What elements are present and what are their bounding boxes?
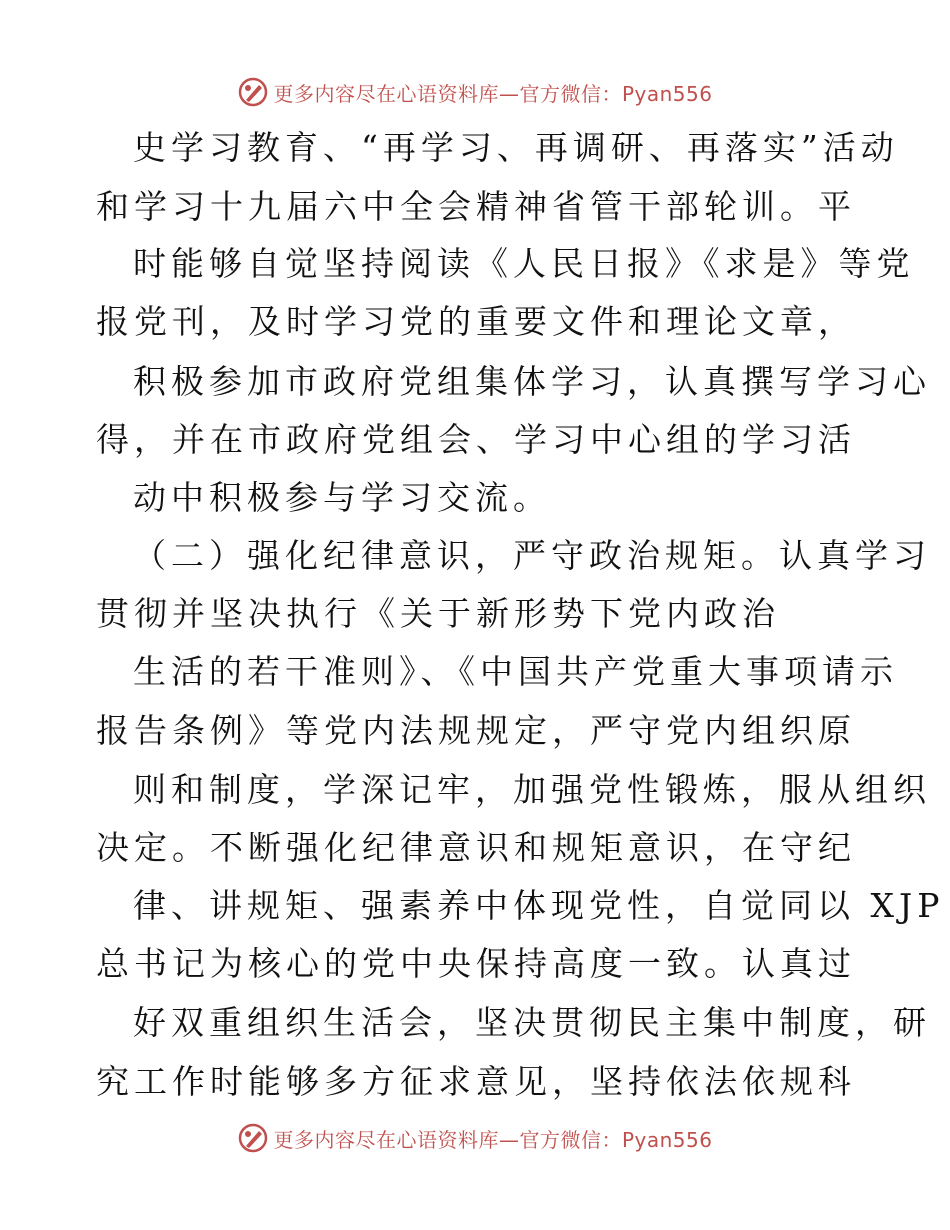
- pen-logo-icon: [237, 76, 269, 108]
- text-line: 得，并在市政府党组会、学习中心组的学习活: [96, 420, 856, 459]
- text-line: 和学习十九届六中全会精神省管干部轮训。平: [96, 187, 856, 226]
- text-line: 决定。不断强化纪律意识和规矩意识，在守纪: [96, 828, 856, 867]
- text-line: 则和制度，学深记牢，加强党性锻炼，服从组织: [133, 770, 931, 809]
- watermark-text: 更多内容尽在心语资料库—官方微信：Pyan556: [273, 1127, 713, 1152]
- text-line: 报党刊，及时学习党的重要文件和理论文章，: [96, 302, 856, 341]
- text-line: 总书记为核心的党中央保持高度一致。认真过: [96, 944, 856, 983]
- text-line: 积极参加市政府党组集体学习，认真撰写学习心: [133, 362, 931, 401]
- text-line: 动中积极参与学习交流。: [133, 478, 551, 517]
- text-line: 报告条例》等党内法规规定，严守党内组织原: [96, 711, 856, 750]
- header-watermark: [0, 72, 950, 112]
- text-line: 生活的若干准则》、《中国共产党重大事项请示: [133, 652, 898, 691]
- text-line: 贯彻并坚决执行《关于新形势下党内政治: [96, 594, 780, 633]
- text-line: 究工作时能够多方征求意见，坚持依法依规科: [96, 1062, 856, 1101]
- text-line: 好双重组织生活会，坚决贯彻民主集中制度，研: [133, 1003, 931, 1042]
- text-line: 史学习教育、“再学习、再调研、再落实”活动: [133, 128, 899, 167]
- text-line: 时能够自觉坚持阅读《人民日报》《求是》等党: [133, 244, 915, 283]
- watermark-text: 更多内容尽在心语资料库—官方微信：Pyan556: [273, 81, 713, 106]
- footer-watermark: [0, 1118, 950, 1158]
- text-line: 律、讲规矩、强素养中体现党性，自觉同以 XJP: [133, 886, 945, 925]
- pen-logo-icon: [237, 1122, 269, 1154]
- text-line: （二）强化纪律意识，严守政治规矩。认真学习: [133, 536, 931, 575]
